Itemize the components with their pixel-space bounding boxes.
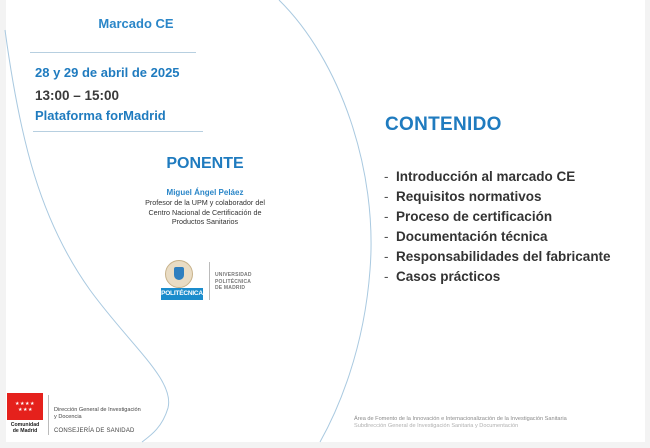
madrid-flag-icon	[7, 393, 43, 420]
upm-name	[215, 272, 252, 292]
content-heading: CONTENIDO	[385, 114, 502, 135]
area-line: Área de Fomento de la Innovación e Internacionalización de la Investigación Sanitaria	[354, 416, 567, 422]
bullet-dash: -	[384, 269, 389, 284]
event-title: Marcado CE	[98, 16, 174, 31]
stars-icon: ★★★★	[15, 401, 35, 407]
list-item	[384, 247, 611, 267]
list-item-label: Introducción al marcado CE	[396, 169, 576, 184]
comunidad-madrid-name	[7, 422, 43, 434]
list-item-label: Proceso de certificación	[396, 209, 553, 224]
consejeria-text: CONSEJERÍA DE SANIDAD	[54, 428, 135, 434]
upm-logo-separator	[209, 262, 210, 300]
direction-line: y Docencia	[54, 414, 82, 420]
list-item-label: Responsabilidades del fabricante	[396, 249, 611, 264]
speaker-bio	[110, 198, 300, 227]
list-item	[384, 207, 611, 227]
list-item	[384, 167, 611, 187]
upm-name-line: POLITÉCNICA	[215, 278, 252, 285]
speaker-bio-line: Productos Sanitarios	[171, 217, 239, 227]
direction-general-text	[54, 407, 141, 421]
speaker-bio-line: Centro Nacional de Certificación de	[148, 207, 262, 217]
upm-name-line: DE MADRID	[215, 285, 246, 291]
bullet-dash: -	[384, 249, 389, 264]
list-item-label: Requisitos normativos	[396, 189, 542, 204]
top-divider	[30, 52, 196, 53]
stars-icon: ★★★	[18, 407, 33, 413]
list-item-label: Documentación técnica	[396, 229, 548, 244]
upm-badge: POLITÉCNICA	[161, 288, 203, 300]
list-item	[384, 267, 611, 287]
cm-name-line: de Madrid	[12, 428, 38, 434]
content-list	[384, 167, 611, 287]
list-item	[384, 187, 611, 207]
footer-separator	[48, 395, 49, 435]
upm-name-line: UNIVERSIDAD	[215, 272, 252, 278]
list-item-label: Casos prácticos	[396, 269, 501, 284]
speaker-bio-line: Profesor de la UPM y colaborador del	[145, 198, 265, 207]
speaker-heading: PONENTE	[166, 155, 244, 172]
list-item	[384, 227, 611, 247]
event-platform: Plataforma forMadrid	[35, 108, 166, 123]
upm-seal-icon	[165, 260, 193, 288]
bullet-dash: -	[384, 229, 389, 244]
cm-name-line: Comunidad	[10, 422, 40, 428]
direction-line: Dirección General de Investigación	[54, 407, 141, 413]
event-date: 28 y 29 de abril de 2025	[35, 65, 180, 80]
bullet-dash: -	[384, 189, 389, 204]
event-time: 13:00 – 15:00	[35, 88, 120, 103]
upm-logo	[161, 260, 261, 304]
bottom-divider	[33, 131, 203, 132]
bullet-dash: -	[384, 209, 389, 224]
comunidad-madrid-logo	[7, 393, 43, 437]
area-footer-text	[354, 416, 567, 430]
speaker-name: Miguel Ángel Peláez	[166, 188, 244, 197]
subdirection-line: Subdirección General de Investigación Sanitaria y Documentación	[354, 423, 519, 429]
bullet-dash: -	[384, 169, 389, 184]
